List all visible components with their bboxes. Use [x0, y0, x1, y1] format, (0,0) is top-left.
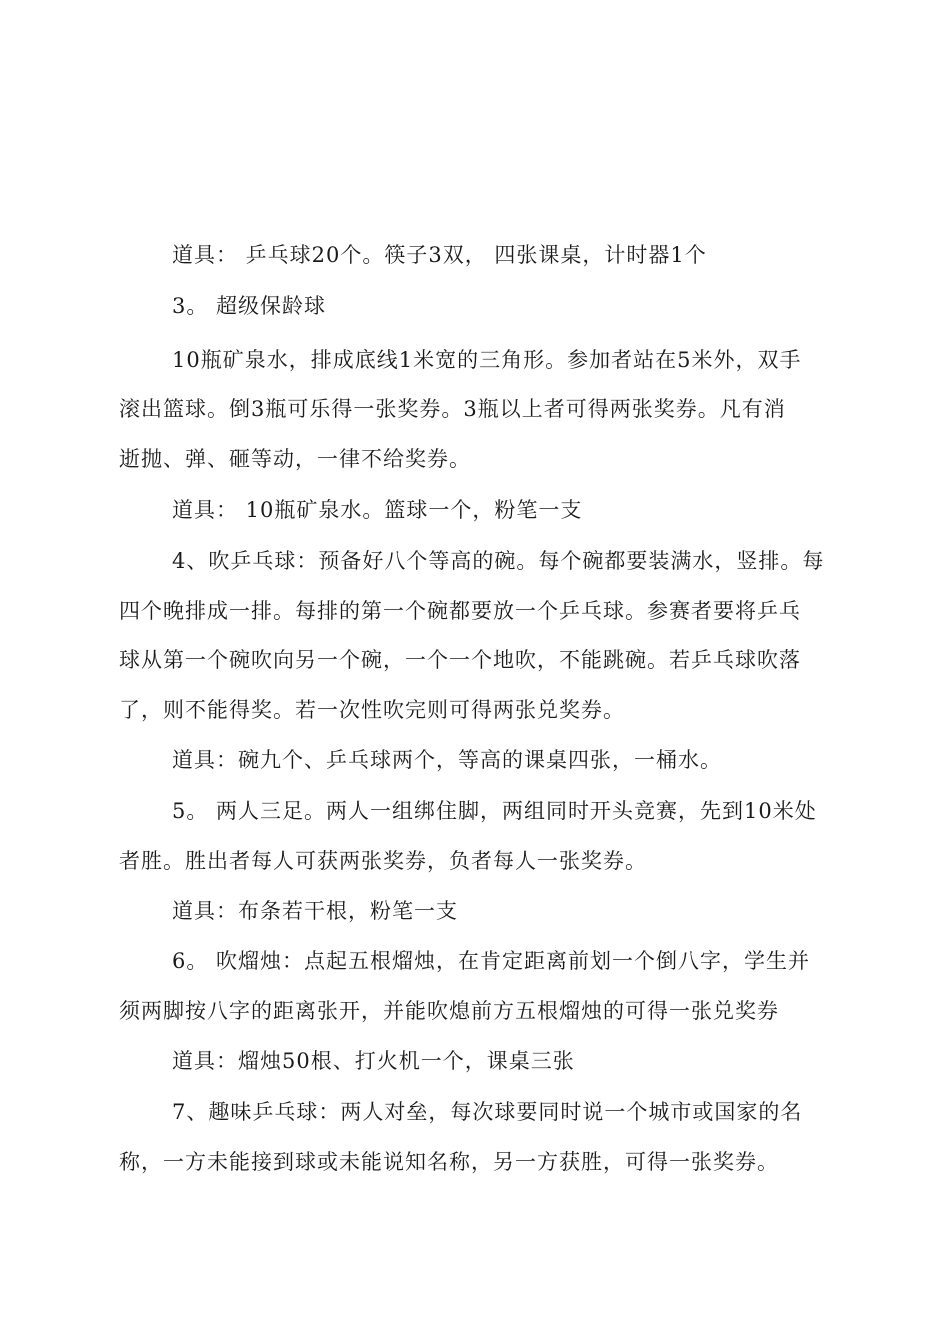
paragraph-4-line-4: 了，则不能得奖。若一次性吹完则可得两张兑奖券。	[119, 698, 625, 722]
paragraph-5-line-1: 5。 两人三足。两人一组绑住脚，两组同时开头竞赛，先到10米处	[172, 799, 817, 823]
paragraph-5-line-2: 者胜。胜出者每人可获两张奖券，负者每人一张奖券。	[119, 849, 647, 873]
paragraph-4-line-3: 球从第一个碗吹向另一个碗，一个一个地吹，不能跳碗。若乒乓球吹落	[119, 648, 801, 672]
paragraph-4-line-2: 四个晚排成一排。每排的第一个碗都要放一个乒乓球。参赛者要将乒乓	[119, 599, 801, 623]
props-line-3: 道具： 10瓶矿泉水。篮球一个，粉笔一支	[172, 498, 583, 522]
props-line-4: 道具：碗九个、乒乓球两个，等高的课桌四张，一桶水。	[172, 748, 722, 772]
paragraph-4-line-1: 4、吹乒乓球：预备好八个等高的碗。每个碗都要装满水，竖排。每	[172, 549, 825, 573]
paragraph-3-line-3: 逝抛、弹、砸等动，一律不给奖券。	[119, 447, 471, 471]
paragraph-6-line-2: 须两脚按八字的距离张开，并能吹熄前方五根熘烛的可得一张兑奖券	[119, 999, 779, 1023]
paragraph-7-line-1: 7、趣味乒乓球：两人对垒，每次球要同时说一个城市或国家的名	[172, 1100, 803, 1124]
section-3-heading: 3。 超级保龄球	[172, 294, 327, 318]
props-line-6: 道具：熘烛50根、打火机一个，课桌三张	[172, 1049, 575, 1073]
props-line-5: 道具：布条若干根，粉笔一支	[172, 899, 458, 923]
paragraph-3-line-2: 滚出篮球。倒3瓶可乐得一张奖券。3瓶以上者可得两张奖券。凡有消	[119, 397, 786, 421]
paragraph-7-line-2: 称，一方未能接到球或未能说知名称，另一方获胜，可得一张奖券。	[119, 1150, 779, 1174]
props-line-2: 道具： 乒乓球20个。筷子3双， 四张课桌，计时器1个	[172, 243, 707, 267]
paragraph-6-line-1: 6。 吹熘烛：点起五根熘烛，在肯定距离前划一个倒八字，学生并	[172, 949, 811, 973]
paragraph-3-line-1: 10瓶矿泉水，排成底线1米宽的三角形。参加者站在5米外，双手	[172, 348, 802, 372]
